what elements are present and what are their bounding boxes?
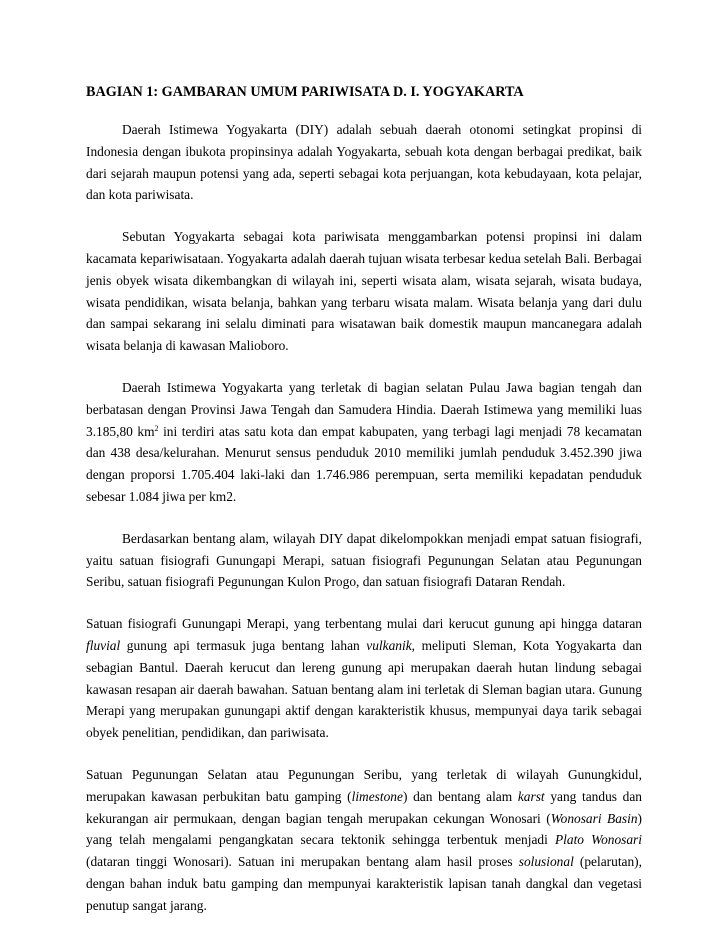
paragraph-physiography: Berdasarkan bentang alam, wilayah DIY dapat dikelompokkan menjadi empat satuan fisiografi, yaitu satuan fisiografi Gunungapi Merapi, satuan fisiografi Pegunungan Selatan atau Pegunungan Seribu, satuan fisiografi Pegunungan Kulon Progo, dan satuan fisiografi Dataran Rendah.: [86, 530, 642, 590]
paragraph-merapi-text-c: , meliputi Sleman, Kota Yogyakarta dan sebagian Bantul. Daerah kerucut dan lereng gunung api merupakan daerah hutan lindung sebagai kawasan resapan air daerah bawahan. Satuan bentang alam ini terletak di Sleman bagian utara. Gunung Merapi yang merupakan gunungapi aktif dengan karakteristik khusus, mempunyai daya tarik sebagai obyek penelitian, pendidikan, dan pariwisata.: [86, 637, 642, 741]
paragraph-southern-text-e: (dataran tinggi Wonosari). Satuan ini merupakan bentang alam hasil proses: [86, 854, 519, 870]
document-page: [86, 82, 642, 937]
paragraph-southern-text-a: Satuan Pegunungan Selatan atau Pegunungan Seribu, yang terletak di wilayah Gunungkidul, merupakan kawasan perbukitan batu gamping (: [86, 766, 642, 804]
paragraph-geography-text-a: Daerah Istimewa Yogyakarta yang terletak di bagian selatan Pulau Jawa bagian tengah dan berbatasan dengan Provinsi Jawa Tengah dan Samudera Hindia. Daerah Istimewa yang memiliki luas 3.185,80 km: [86, 379, 642, 439]
term-vulkanik: vulkanik: [366, 637, 412, 653]
section-heading: BAGIAN 1: GAMBARAN UMUM PARIWISATA D. I. YOGYAKARTA: [86, 84, 524, 100]
term-limestone: limestone: [351, 788, 403, 804]
paragraph-merapi-text-a: Satuan fisiografi Gunungapi Merapi, yang terbentang mulai dari kerucut gunung api hingga dataran: [86, 616, 642, 632]
paragraph-southern-text-b: ) dan bentang alam: [402, 788, 518, 804]
term-wonosari-basin: Wonosari Basin: [550, 810, 638, 826]
paragraph-merapi: [86, 613, 642, 744]
term-karst: karst: [517, 788, 545, 804]
paragraph-geography-text-b: ini terdiri atas satu kota dan empat kabupaten, yang terbagi lagi menjadi 78 kecamatan dan 438 desa/kelurahan. Menurut sensus penduduk 2010 memiliki jumlah penduduk 3.452.390 jiwa dengan proporsi 1.705.404 laki-laki dan 1.746.986 perempuan, serta memiliki kepadatan penduduk sebesar 1.084 jiwa per km2.: [86, 423, 642, 504]
paragraph-southern-text-f: (pelarutan), dengan bahan induk batu gamping dan mempunyai karakteristik lapisan tanah dangkal dan vegetasi penutup sangat jarang.: [86, 854, 642, 913]
paragraph-tourism: Sebutan Yogyakarta sebagai kota pariwisata menggambarkan potensi propinsi ini dalam kacamata kepariwisataan. Yogyakarta adalah daerah tujuan wisata terbesar kedua setelah Bali. Berbagai jenis obyek wisata dikembangkan di wilayah ini, seperti wisata alam, wisata sejarah, wisata budaya, wisata pendidikan, wisata belanja, bahkan yang terbaru wisata malam. Wisata belanja yang dari dulu dan sampai sekarang ini selalu diminati para wisatawan baik domestik maupun mancanegara adalah wisata belanja di kawasan Malioboro.: [86, 229, 642, 354]
term-fluvial: fluvial: [86, 637, 121, 653]
paragraph-intro: Daerah Istimewa Yogyakarta (DIY) adalah sebuah daerah otonomi setingkat propinsi di Indonesia dengan ibukota propinsinya adalah Yogyakarta, sebuah kota dengan berbagai predikat, baik dari sejarah maupun potensi yang ada, seperti sebagai kota perjuangan, kota kebudayaan, kota pelajar, dan kota pariwisata.: [86, 122, 642, 203]
paragraph-geography: [86, 377, 642, 508]
term-solusional: solusional: [518, 854, 574, 870]
paragraph-southern-text-c: yang tandus dan kekurangan air permukaan, dengan bagian tengah merupakan cekungan Wonosari (: [86, 788, 642, 826]
term-plato-wonosari: Plato Wonosari: [554, 832, 642, 848]
paragraph-southern-text-d: ) yang telah mengalami pengangkatan secara tektonik sehingga terbentuk menjadi: [86, 810, 642, 848]
superscript-2: 2: [154, 423, 159, 433]
paragraph-merapi-text-b: gunung api termasuk juga bentang lahan: [120, 637, 367, 653]
paragraph-southern-mountains: [86, 764, 642, 917]
